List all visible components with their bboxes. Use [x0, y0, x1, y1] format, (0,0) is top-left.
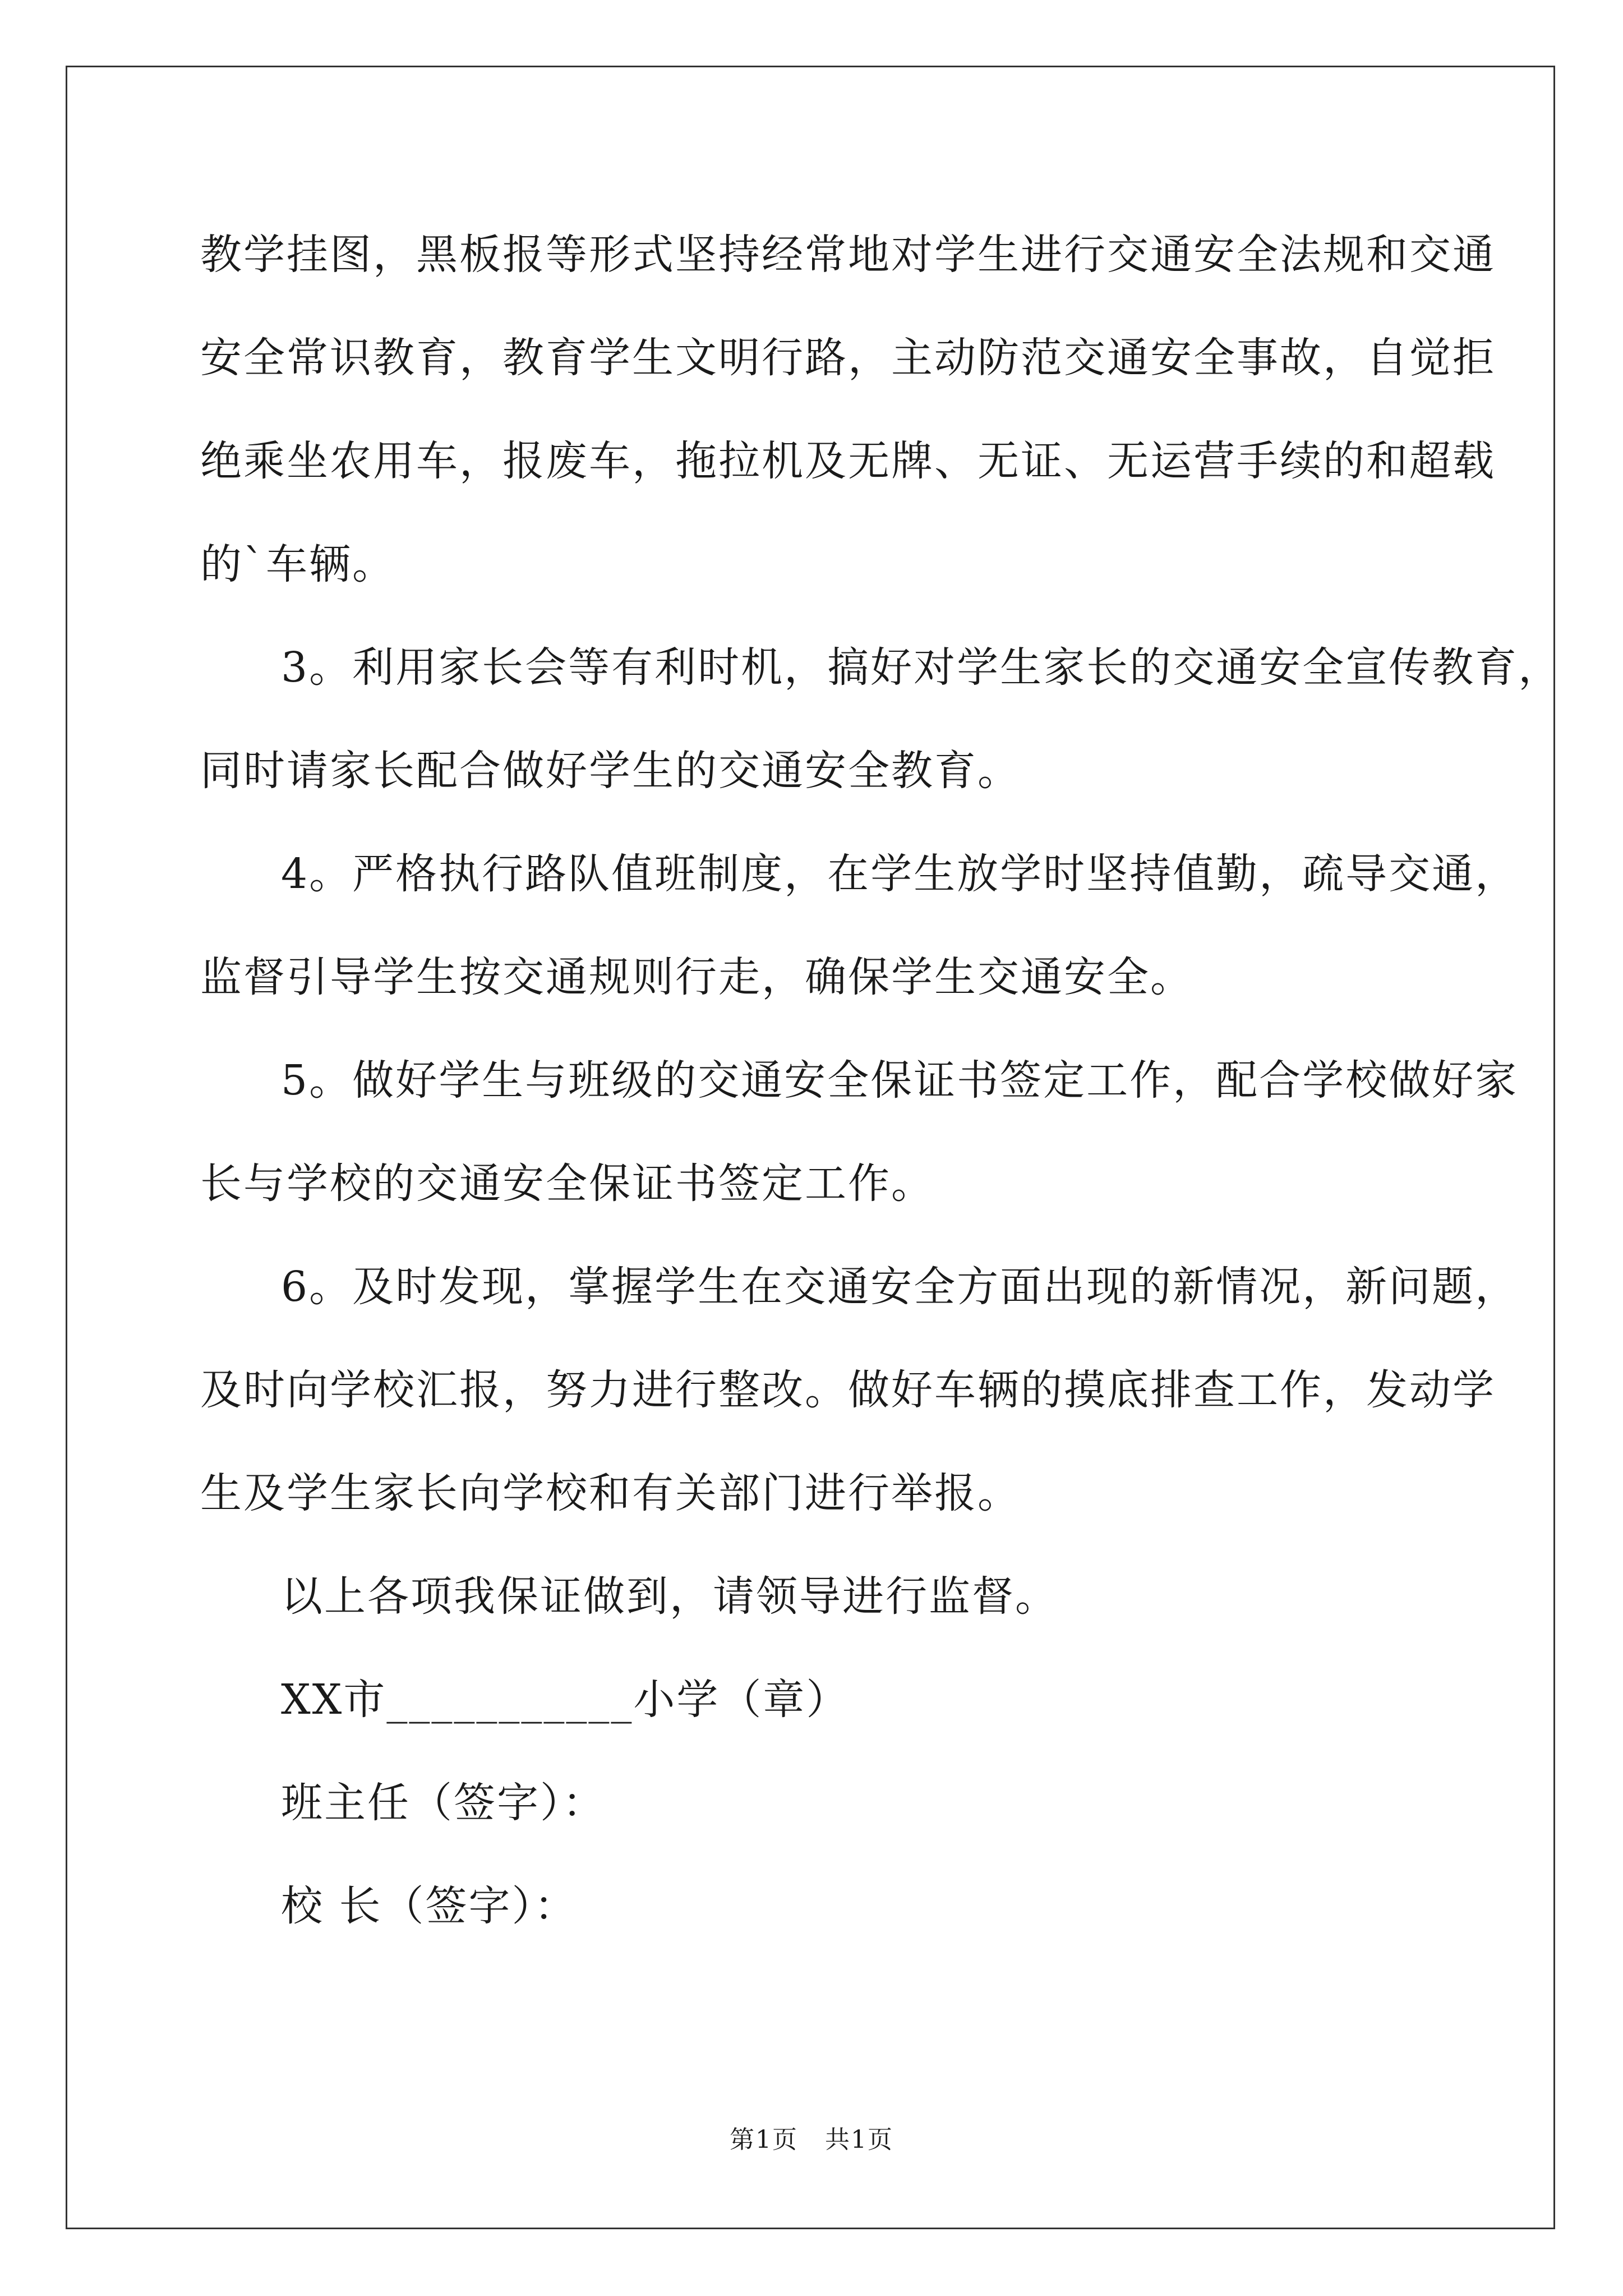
- text-line: 监督引导学生按交通规则行走，确保学生交通安全。: [200, 953, 1193, 1001]
- text-line: 长与学校的交通安全保证书签定工作。: [200, 1159, 934, 1208]
- text-line: 3。利用家长会等有利时机，搞好对学生家长的交通安全宣传教育，: [281, 643, 1562, 692]
- page-number: 第1页: [730, 2125, 798, 2154]
- document-body: [200, 203, 1562, 1958]
- text-line: 以上各项我保证做到，请领导进行监督。: [281, 1572, 1058, 1621]
- text-line: 绝乘坐农用车，报废车，拖拉机及无牌、无证、无运营手续的和超载: [200, 437, 1496, 485]
- page-total: 共1页: [825, 2125, 893, 2154]
- text-line: 及时向学校汇报，努力进行整改。做好车辆的摸底排查工作，发动学: [200, 1366, 1496, 1414]
- text-line: 4。严格执行路队值班制度，在学生放学时坚持值勤，疏导交通，: [281, 850, 1519, 898]
- text-line: 同时请家长配合做好学生的交通安全教育。: [200, 747, 1021, 795]
- text-line: 生及学生家长向学校和有关部门进行举报。: [200, 1469, 1021, 1517]
- text-line: 6。及时发现，掌握学生在交通安全方面出现的新情况，新问题，: [281, 1263, 1519, 1311]
- text-line: 安全常识教育，教育学生文明行路，主动防范交通安全事故，自觉拒: [200, 334, 1496, 382]
- text-line: 的`车辆。: [200, 540, 395, 588]
- text-line: 教学挂图，黑板报等形式坚持经常地对学生进行交通安全法规和交通: [200, 231, 1496, 279]
- teacher-signature-line: 班主任（签字）：: [281, 1779, 606, 1827]
- page-footer: [0, 2123, 1623, 2157]
- text-line: 5。做好学生与班级的交通安全保证书签定工作，配合学校做好家: [281, 1056, 1519, 1105]
- school-seal-line: XX市___________小学（章）: [281, 1676, 850, 1724]
- principal-signature-line: 校 长（签字）：: [281, 1882, 578, 1930]
